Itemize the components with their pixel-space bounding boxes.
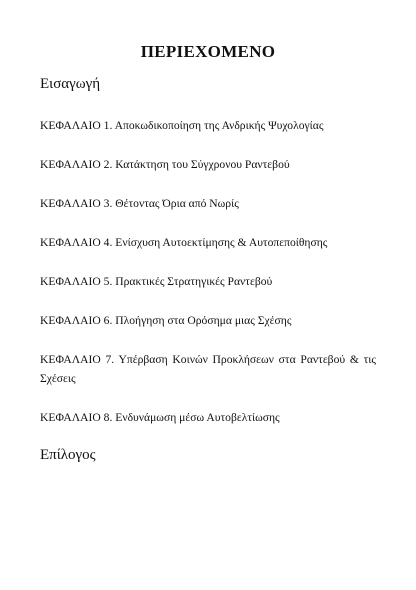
toc-item-chapter-4: ΚΕΦΑΛΑΙΟ 4. Ενίσχυση Αυτοεκτίμησης & Αυτοπεποίθησης (40, 236, 328, 249)
toc-item-epilogue: Επίλογος (40, 447, 96, 463)
toc-item-chapter-5: ΚΕΦΑΛΑΙΟ 5. Πρακτικές Στρατηγικές Ραντεβού (40, 275, 273, 288)
toc-item-chapter-6: ΚΕΦΑΛΑΙΟ 6. Πλοήγηση στα Ορόσημα μιας Σχέσης (40, 314, 292, 327)
chapter-list (40, 116, 376, 427)
toc-item-chapter-3: ΚΕΦΑΛΑΙΟ 3. Θέτοντας Όρια από Νωρίς (40, 197, 239, 210)
toc-item-chapter-7: ΚΕΦΑΛΑΙΟ 7. Υπέρβαση Κοινών Προκλήσεων στα Ραντεβού & τις Σχέσεις (40, 353, 376, 385)
page-title: ΠΕΡΙΕΧΟΜΕΝΟ (140, 42, 276, 61)
toc-item-introduction: Εισαγωγή (40, 76, 101, 92)
toc-item-chapter-2: ΚΕΦΑΛΑΙΟ 2. Κατάκτηση του Σύγχρονου Ραντεβού (40, 158, 290, 171)
toc-item-chapter-8: ΚΕΦΑΛΑΙΟ 8. Ενδυνάμωση μέσω Αυτοβελτίωσης (40, 411, 280, 424)
toc-item-chapter-1: ΚΕΦΑΛΑΙΟ 1. Αποκωδικοποίηση της Ανδρικής Ψυχολογίας (40, 119, 324, 132)
